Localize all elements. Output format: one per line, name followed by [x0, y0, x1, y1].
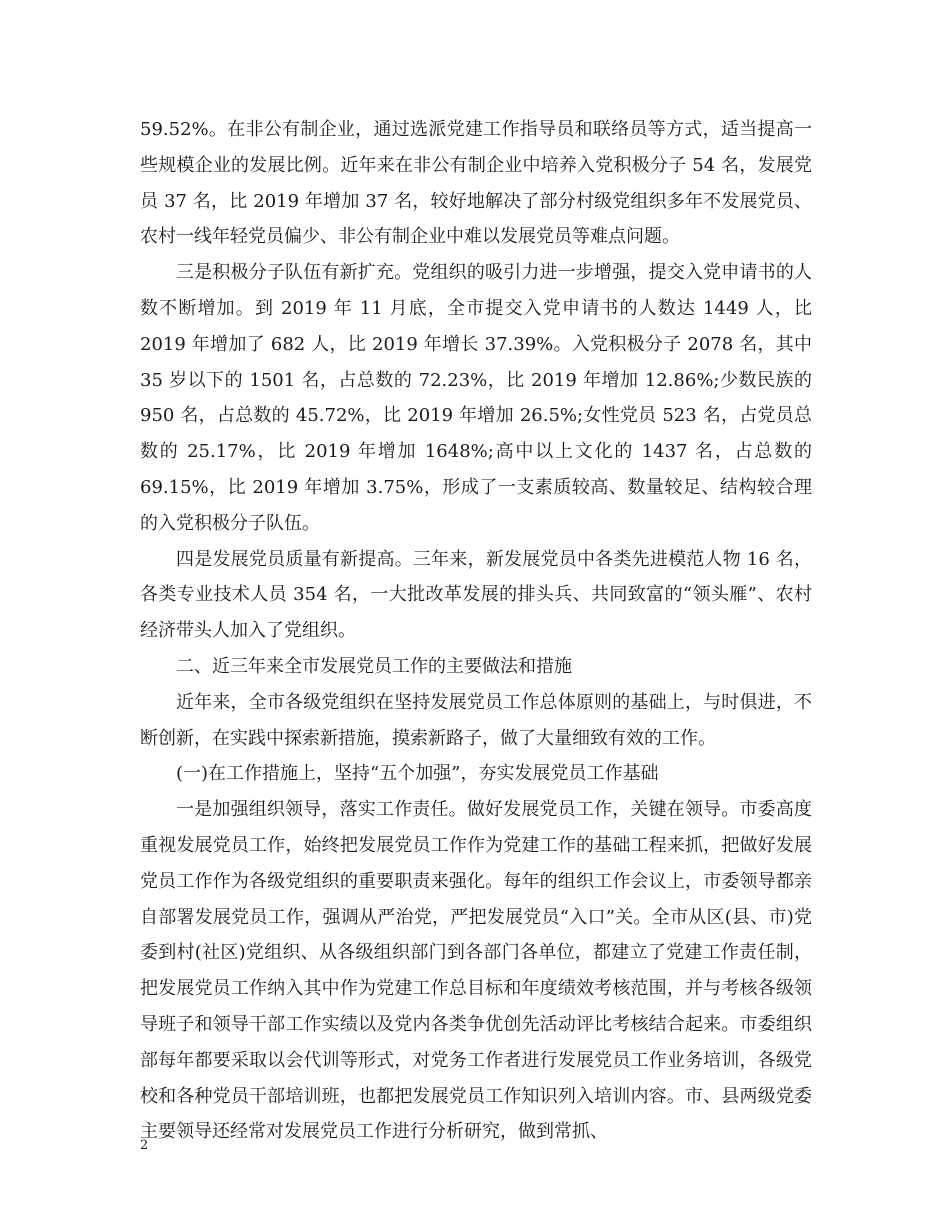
page-number: 2	[140, 1138, 149, 1153]
subsection-heading: (一)在工作措施上，坚持“五个加强”，夯实发展党员工作基础	[176, 763, 659, 785]
document-body	[140, 112, 812, 1150]
paragraph-continuation: 59.52%。在非公有制企业，通过选派党建工作指导员和联络员等方式，适当提高一些规模企业的发展比例。近年来在非公有制企业中培养入党积极分子 54 名，发展党员 37 名，比 2019 年增加 37 名，较好地解决了部分村级党组织多年不发展党员、农村一线年轻党员偏少、非公有制企业中难以发展党员等难点问题。	[140, 119, 812, 248]
paragraph-intro: 近年来，全市各级党组织在坚持发展党员工作总体原则的基础上，与时俱进，不断创新，在实践中探索新措施，摸索新路子，做了大量细致有效的工作。	[140, 691, 812, 749]
section-heading: 二、近三年来全市发展党员工作的主要做法和措施	[176, 655, 572, 677]
paragraph-activists: 三是积极分子队伍有新扩充。党组织的吸引力进一步增强，提交入党申请书的人数不断增加。到 2019 年 11 月底，全市提交入党申请书的人数达 1449 人，比 2019 年增加了 682 人，比 2019 年增长 37.39%。入党积极分子 2078 名，其中 35 岁以下的 1501 名，占总数的 72.23%，比 2019 年增加 12.86%;少数民族的 950 名，占总数的 45.72%，比 2019 年增加 26.5%;女性党员 523 名，占党员总数的 25.17%，比 2019 年增加 1648%;高中以上文化的 1437 名，占总数的 69.15%，比 2019 年增加 3.75%，形成了一支素质较高、数量较足、结构较合理的入党积极分子队伍。	[140, 262, 812, 534]
paragraph-quality: 四是发展党员质量有新提高。三年来，新发展党员中各类先进模范人物 16 名，各类专业技术人员 354 名，一大批改革发展的排头兵、共同致富的“领头雁”、农村经济带头人加入了党组织。	[140, 548, 812, 642]
paragraph-leadership: 一是加强组织领导，落实工作责任。做好发展党员工作，关键在领导。市委高度重视发展党员工作，始终把发展党员工作作为党建工作的基础工程来抓，把做好发展党员工作作为各级党组织的重要职责来强化。每年的组织工作会议上，市委领导都亲自部署发展党员工作，强调从严治党，严把发展党员“入口”关。全市从区(县、市)党委到村(社区)党组织、从各级组织部门到各部门各单位，都建立了党建工作责任制，把发展党员工作纳入其中作为党建工作总目标和年度绩效考核范围，并与考核各级领导班子和领导干部工作实绩以及党内各类争优创先活动评比考核结合起来。市委组织部每年都要采取以会代训等形式，对党务工作者进行发展党员工作业务培训，各级党校和各种党员干部培训班，也都把发展党员工作知识列入培训内容。市、县两级党委主要领导还经常对发展党员工作进行分析研究，做到常抓、	[140, 799, 812, 1143]
